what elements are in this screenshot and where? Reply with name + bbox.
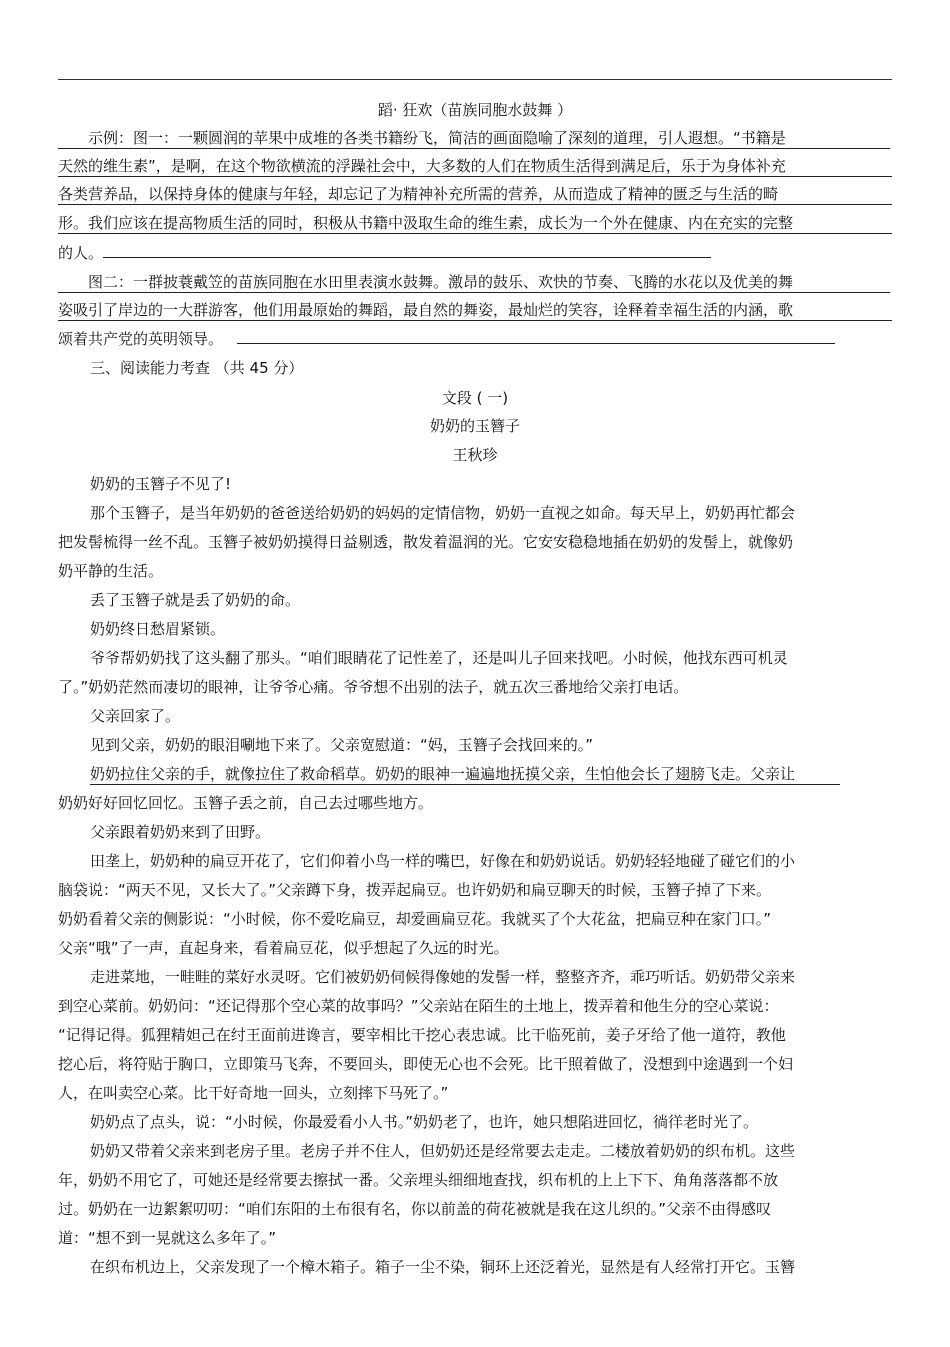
example-line-4: 形。我们应该在提高物质生活的同时，积极从书籍中汲取生命的维生素，成长为一个外在健康、内在充实的完整	[58, 213, 892, 234]
passage-title: 奶奶的玉簪子	[429, 417, 520, 435]
passage-label: 文段 ( 一)	[441, 389, 509, 407]
figure2-line-3	[58, 328, 892, 348]
body-line: 到空心菜前。奶奶问：“还记得那个空心菜的故事吗？”父亲站在陌生的土地上，拨弄着和他生分的空心菜说：	[58, 997, 779, 1015]
body-line: 那个玉簪子，是当年奶奶的爸爸送给奶奶的妈妈的定情信物，奶奶一直视之如命。每天早上，奶奶再忙都会	[90, 504, 796, 522]
header-caption: 蹈· 狂欢（苗族同胞水鼓舞 ）	[377, 101, 573, 119]
body-line: 奶奶好好回忆回忆。玉簪子丢之前，自己去过哪些地方。	[58, 794, 434, 812]
body-line: 见到父亲，奶奶的眼泪唰地下来了。父亲宽慰道：“妈，玉簪子会找回来的。”	[90, 736, 594, 754]
example-line-2: 天然的维生素”，是啊，在这个物欲横流的浮躁社会中，大多数的人们在物质生活得到满足后，乐于为身体补充	[58, 156, 892, 177]
body-line: 父亲“哦”了一声，直起身来，看着扁豆花，似乎想起了久远的时光。	[58, 939, 509, 957]
body-line: 奶奶终日愁眉紧锁。	[90, 620, 226, 638]
answer-blank	[237, 328, 835, 344]
example-line-5	[58, 242, 892, 262]
section-heading: 三、阅读能力考查 （共 45 分）	[90, 359, 304, 377]
body-line: “记得记得。狐狸精妲己在纣王面前进谗言，要宰相比干挖心表忠诚。比干临死前，姜子牙给了他一道符，教他	[58, 1026, 786, 1044]
figure2-line-1: 图二：一群披蓑戴笠的苗族同胞在水田里表演水鼓舞。激昂的鼓乐、欢快的节奏、飞腾的水花以及优美的舞	[58, 272, 890, 293]
body-line: 在织布机边上，父亲发现了一个樟木箱子。箱子一尘不染，铜环上还泛着光，显然是有人经常打开它。玉簪	[90, 1258, 796, 1276]
body-line: 走进菜地，一畦畦的菜好水灵呀。它们被奶奶伺候得像她的发髻一样，整整齐齐，乖巧听话。奶奶带父亲来	[90, 968, 796, 986]
body-line: 丢了玉簪子就是丢了奶奶的命。	[90, 591, 301, 609]
body-line: 了。”奶奶茫然而凄切的眼神，让爷爷心痛。爷爷想不出别的法子，就五次三番地给父亲打电话。	[58, 678, 689, 696]
top-rule	[58, 79, 892, 80]
passage-author: 王秋珍	[452, 446, 498, 464]
body-line: 过。奶奶在一边絮絮叨叨：“咱们东阳的土布很有名，你以前盖的荷花被就是我在这儿织的。”父亲不由得感叹	[58, 1200, 772, 1218]
body-line: 奶奶又带着父亲来到老房子里。老房子并不住人，但奶奶还是经常要去走走。二楼放着奶奶的织布机。这些	[90, 1142, 796, 1160]
body-line-underlined: 奶奶拉住父亲的手，就像拉住了救命稻草。奶奶的眼神一遍遍地抚摸父亲，生怕他会长了翅膀飞走。父亲让	[90, 764, 840, 785]
body-line: 田垄上，奶奶种的扁豆开花了，它们仰着小鸟一样的嘴巴，好像在和奶奶说话。奶奶轻轻地碰了碰它们的小	[90, 852, 796, 870]
body-line: 父亲跟着奶奶来到了田野。	[90, 823, 271, 841]
example-line-3: 各类营养品，以保持身体的健康与年轻，却忘记了为精神补充所需的营养，从而造成了精神的匮乏与生活的畸	[58, 184, 892, 205]
body-line: 奶奶的玉簪子不见了!	[90, 475, 232, 493]
body-line: 奶奶点了点头，说：“小时候，你最爱看小人书。”奶奶老了，也许，她只想陷进回忆，徜徉老时光了。	[90, 1113, 759, 1131]
body-line: 年，奶奶不用它了，可她还是经常要去擦拭一番。父亲埋头细细地查找，织布机的上上下下、角角落落都不放	[58, 1171, 779, 1189]
body-line: 爷爷帮奶奶找了这头翻了那头。“咱们眼睛花了记性差了，还是叫儿子回来找吧。小时候，他找东西可机灵	[90, 649, 788, 667]
example-line-5-text: 的人。	[58, 244, 104, 262]
body-line: 脑袋说：“两天不见，又长大了。”父亲蹲下身，拨弄起扁豆。也许奶奶和扁豆聊天的时候，玉簪子掉了下来。	[58, 881, 772, 899]
body-line: 道：“想不到一晃就这么多年了。”	[58, 1229, 277, 1247]
body-line: 父亲回家了。	[90, 707, 181, 725]
example-line-1: 示例：图一：一颗圆润的苹果中成堆的各类书籍纷飞，简洁的画面隐喻了深刻的道理，引人遐想。“书籍是	[58, 128, 890, 149]
body-line: 奶平静的生活。	[58, 562, 164, 580]
figure2-line-3-text: 颂着共产党的英明领导。	[58, 330, 224, 348]
body-line: 把发髻梳得一丝不乱。玉簪子被奶奶摸得日益剔透，散发着温润的光。它安安稳稳地插在奶奶的发髻上，就像奶	[58, 533, 794, 551]
body-line: 奶奶看着父亲的侧影说：“小时候，你不爱吃扁豆，却爱画扁豆花。我就买了个大花盆，把扁豆种在家门口。”	[58, 910, 772, 928]
body-line: 挖心后，将符贴于胸口，立即策马飞奔，不要回头，即使无心也不会死。比干照着做了，没想到中途遇到一个妇	[58, 1055, 794, 1073]
answer-blank	[103, 242, 711, 258]
figure2-line-2: 姿吸引了岸边的一大群游客，他们用最原始的舞蹈，最自然的舞姿，最灿烂的笑容，诠释着幸福生活的内涵，歌	[58, 300, 892, 321]
body-line: 人，在叫卖空心菜。比干好奇地一回头，立刻摔下马死了。”	[58, 1084, 449, 1102]
